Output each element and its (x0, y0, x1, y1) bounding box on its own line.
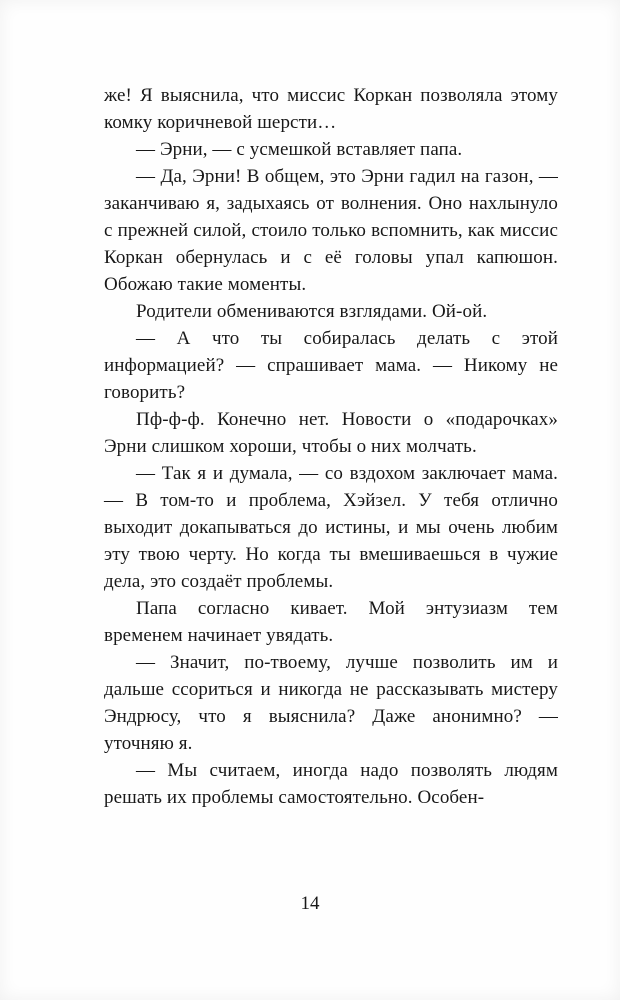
paragraph: Пф-ф-ф. Конечно нет. Новости о «подарочках» Эрни слишком хороши, чтобы о них молчать. (104, 409, 558, 457)
paragraph: — Эрни, — с усмешкой вставляет папа. (136, 139, 463, 160)
paragraph: — А что ты собиралась делать с этой информацией? — спрашивает мама. — Никому не говорить? (104, 328, 558, 403)
paragraph: — Мы считаем, иногда надо позволять людям решать их проблемы самостоятельно. Особен- (104, 760, 558, 808)
paragraph: — Значит, по-твоему, лучше позволить им и дальше ссориться и никогда не рассказывать мистеру Эндрюсу, что я выяснила? Даже анонимно? — уточняю я. (104, 652, 558, 754)
paragraph: же! Я выяснила, что миссис Коркан позволяла этому комку коричневой шерсти… (104, 85, 558, 133)
page-text (104, 82, 558, 811)
page-number: 14 (300, 893, 320, 914)
paragraph: Папа согласно кивает. Мой энтузиазм тем временем начинает увядать. (104, 598, 558, 646)
paragraph: — Так я и думала, — со вздохом заключает мама. — В том-то и проблема, Хэйзел. У тебя отлично выходит докапываться до истины, и мы очень любим эту твою черту. Но когда ты вмешиваешься в чужие дела, это создаёт проблемы. (104, 463, 558, 592)
paragraph: Родители обмениваются взглядами. Ой-ой. (136, 301, 488, 322)
paragraph: — Да, Эрни! В общем, это Эрни гадил на газон, — заканчиваю я, задыхаясь от волнения. Оно нахлынуло с прежней силой, стоило только вспомнить, как миссис Коркан обернулась и с её головы упал капюшон. Обожаю такие моменты. (104, 166, 558, 295)
